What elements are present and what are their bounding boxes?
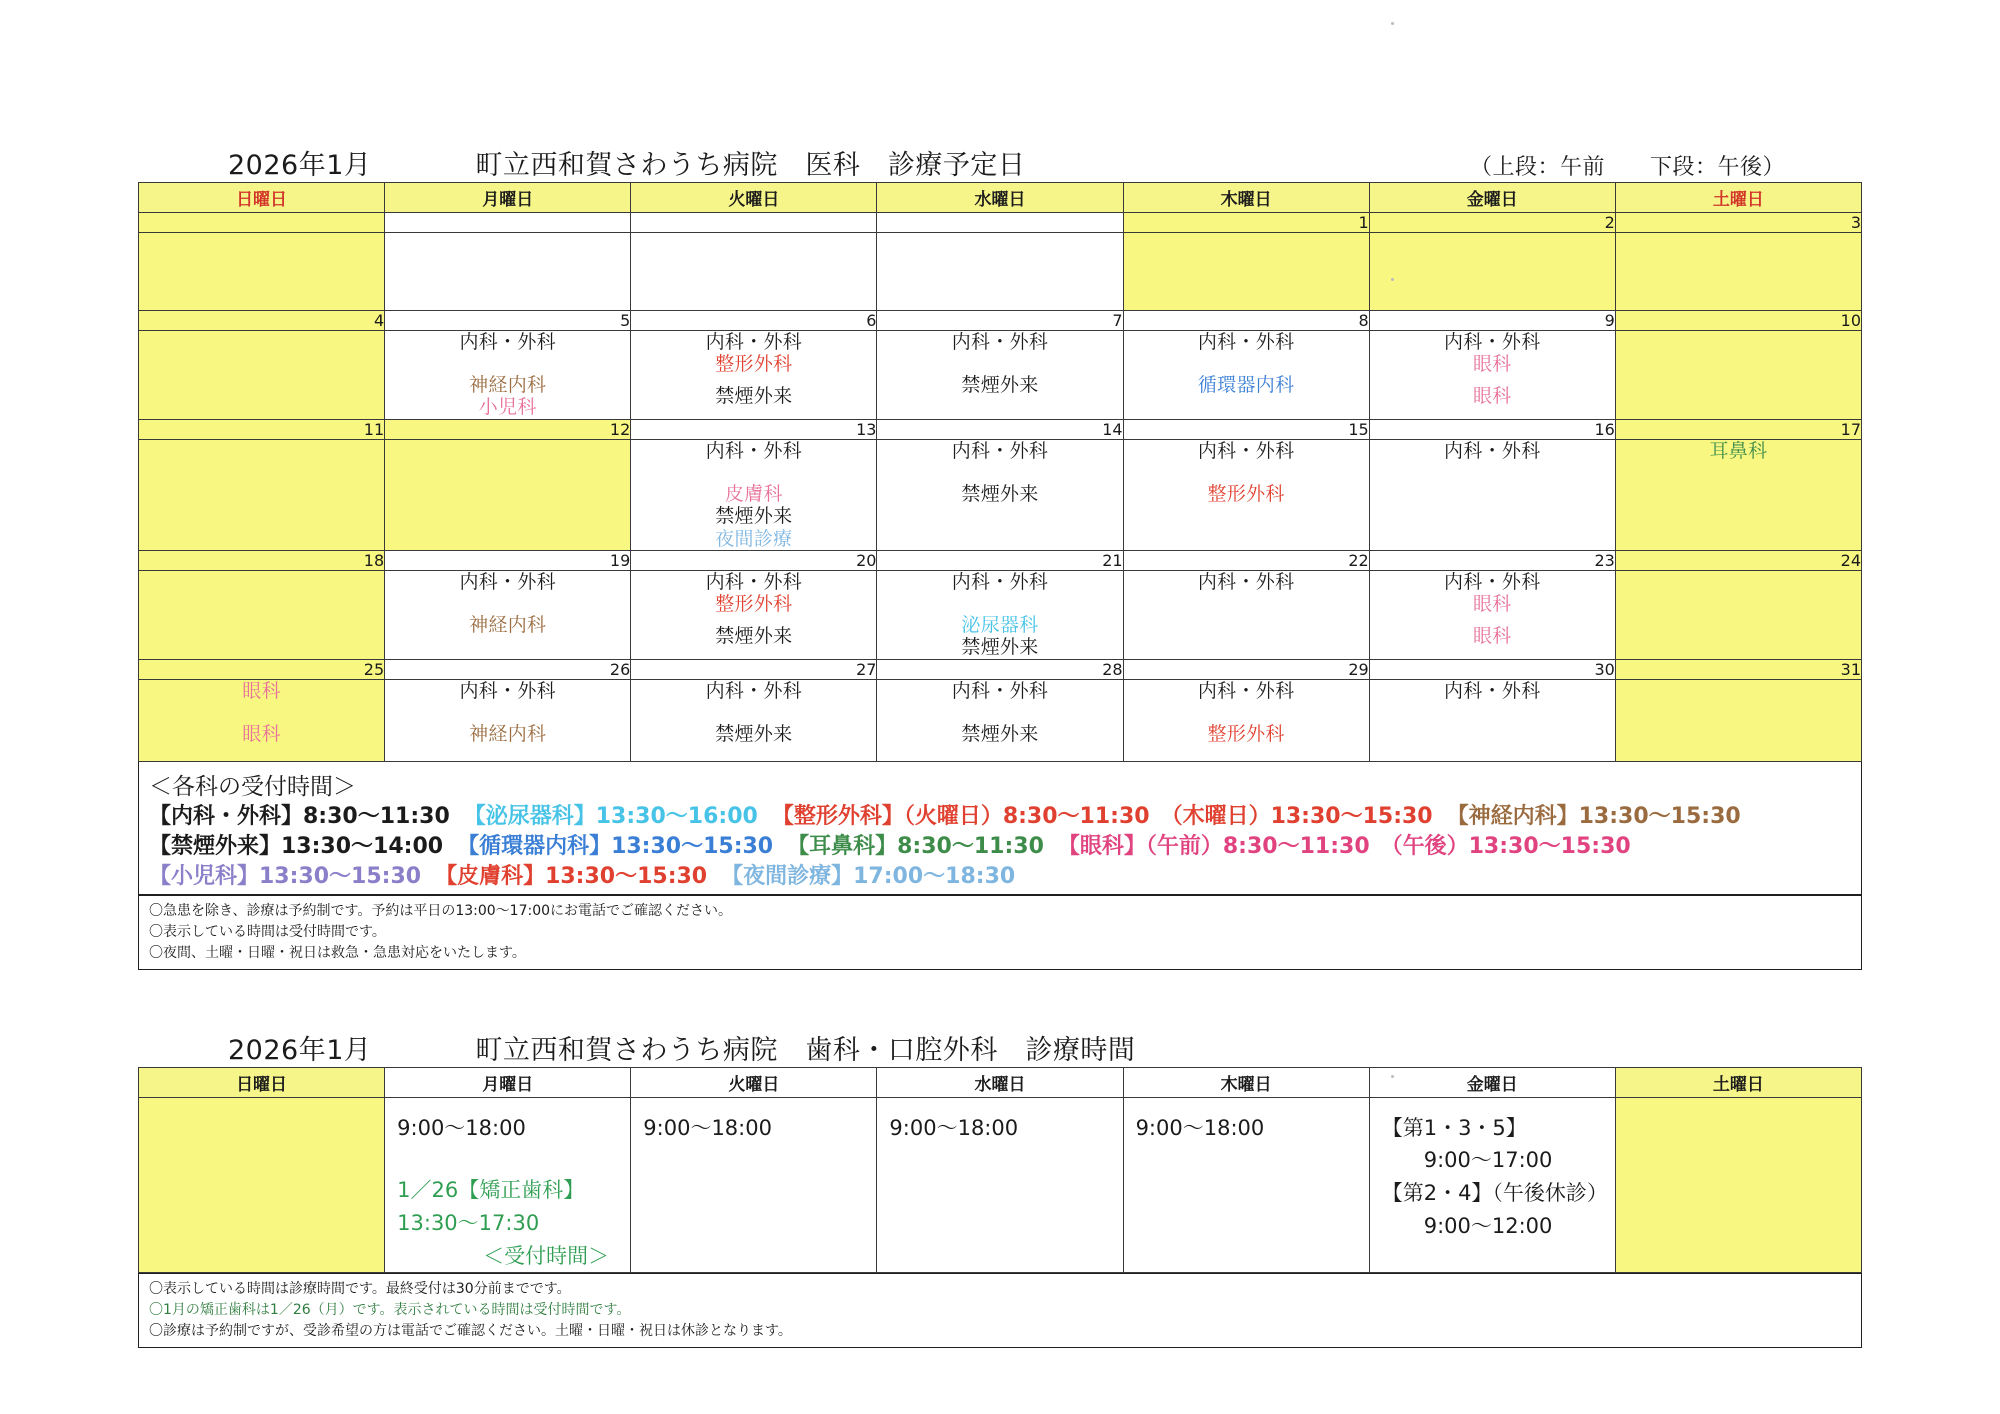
morning-departments (631, 233, 876, 267)
dental-day-cell[interactable] (385, 1097, 631, 1272)
dental-hours-line: ＜受付時間＞ (483, 1243, 610, 1268)
dental-day-cell[interactable] (1369, 1097, 1615, 1272)
department-label: 内科・外科 (1444, 331, 1541, 353)
day-number: 4 (139, 311, 385, 331)
day-number: 5 (385, 311, 631, 331)
department-label: 耳鼻科 (1709, 439, 1768, 462)
weekday-header-0: 日曜日 (139, 183, 385, 213)
morning-departments (385, 680, 630, 714)
afternoon-departments (631, 625, 876, 647)
morning-departments (385, 440, 630, 474)
department-label: 内科・外科 (951, 679, 1049, 702)
department-label: 内科・外科 (705, 439, 803, 462)
calendar-day-cell[interactable] (877, 571, 1123, 660)
dental-hours-line: 9:00～18:00 (1135, 1115, 1265, 1140)
morning-departments (139, 440, 384, 474)
calendar-day-cell[interactable] (1369, 439, 1615, 550)
afternoon-departments (139, 723, 384, 745)
day-number: 24 (1615, 551, 1861, 571)
dental-weekday-header-4: 木曜日 (1123, 1067, 1369, 1097)
dental-notes-block (138, 1273, 1862, 1348)
morning-departments (1124, 331, 1369, 365)
department-label: 小児科 (478, 396, 537, 419)
department-label: 内科・外科 (459, 571, 556, 594)
dental-day-cell[interactable] (631, 1097, 877, 1272)
morning-departments (1370, 571, 1615, 616)
department-label: 神経内科 (469, 722, 547, 745)
medical-note-line: 〇表示している時間は受付時間です。 (149, 923, 386, 940)
morning-departments (385, 233, 630, 267)
dental-weekday-header-1: 月曜日 (385, 1067, 631, 1097)
dental-hours-line: 【第1・3・5】 (1381, 1115, 1527, 1140)
calendar-day-cell[interactable] (1615, 439, 1861, 550)
department-label: 眼科 (1472, 384, 1512, 407)
calendar-day-cell[interactable] (1369, 331, 1615, 420)
afternoon-departments (877, 483, 1122, 505)
day-number: 17 (1615, 419, 1861, 439)
department-label: 内科・外科 (1197, 331, 1295, 353)
weekday-header-4: 木曜日 (1123, 183, 1369, 213)
morning-departments (631, 440, 876, 474)
department-label: 内科・外科 (705, 679, 803, 702)
department-label: 整形外科 (1207, 482, 1285, 505)
morning-departments (139, 331, 384, 365)
department-label: 神経内科 (469, 614, 547, 637)
day-number: 6 (631, 311, 877, 331)
dental-year-month: 2026年1月 (228, 1034, 372, 1066)
department-label: 眼科 (242, 679, 281, 702)
calendar-day-cell[interactable] (1369, 571, 1615, 660)
day-number-row (139, 419, 1862, 439)
department-label: 禁煙外来 (715, 384, 793, 407)
department-label: 内科・外科 (1444, 679, 1541, 702)
dental-hours-line: 9:00～17:00 (1423, 1148, 1553, 1173)
day-number-row (139, 659, 1862, 679)
afternoon-departments (385, 723, 630, 745)
morning-departments (1616, 233, 1861, 267)
day-number: 15 (1123, 419, 1369, 439)
afternoon-departments (1370, 385, 1615, 407)
department-label: 内科・外科 (1197, 439, 1295, 462)
calendar-day-cell[interactable] (385, 331, 631, 420)
morning-departments (877, 233, 1122, 267)
afternoon-departments (877, 723, 1122, 745)
calendar-day-cell[interactable] (385, 439, 631, 550)
dental-hours-line: 9:00～18:00 (397, 1115, 526, 1140)
day-number (877, 213, 1123, 233)
department-label: 禁煙外来 (715, 624, 793, 647)
calendar-day-cell[interactable] (1369, 233, 1615, 311)
day-number: 22 (1123, 551, 1369, 571)
morning-departments (877, 440, 1122, 474)
medical-page-title: 町立西和賀さわうち病院 医科 診療予定日 (475, 150, 1026, 181)
dental-hours-line (397, 1144, 630, 1174)
week-content-row (139, 439, 1862, 550)
dental-weekday-header-5: 金曜日 (1369, 1067, 1615, 1097)
morning-departments (1616, 440, 1861, 474)
department-label: 循環器内科 (1197, 374, 1295, 396)
reception-times-block (138, 762, 1862, 895)
calendar-day-cell[interactable] (1615, 331, 1861, 420)
morning-departments (1370, 233, 1615, 267)
day-number (385, 213, 631, 233)
dental-weekday-header-2: 火曜日 (631, 1067, 877, 1097)
dental-day-cell[interactable] (139, 1097, 385, 1272)
department-label: 内科・外科 (705, 571, 803, 594)
morning-departments (139, 233, 384, 267)
day-number: 10 (1615, 311, 1861, 331)
day-number: 31 (1615, 659, 1861, 679)
calendar-day-cell[interactable] (139, 439, 385, 550)
day-number: 12 (385, 419, 631, 439)
morning-departments (1616, 680, 1861, 714)
medical-title-row (0, 0, 2000, 182)
calendar-day-cell[interactable] (1615, 571, 1861, 660)
department-label: 内科・外科 (1197, 679, 1295, 702)
dental-weekday-header-0: 日曜日 (139, 1067, 385, 1097)
department-label: 神経内科 (469, 374, 547, 396)
calendar-day-cell[interactable] (631, 233, 877, 311)
scan-artifact-dot (1391, 278, 1394, 281)
reception-time-line (149, 832, 1861, 861)
calendar-day-cell[interactable] (877, 439, 1123, 550)
calendar-day-cell[interactable] (631, 571, 877, 660)
reception-time-entry: 【禁煙外来】13:30～14:00 (149, 833, 444, 859)
reception-time-line (149, 802, 1861, 831)
morning-departments (1370, 680, 1615, 714)
calendar-day-cell[interactable] (385, 571, 631, 660)
day-number: 29 (1123, 659, 1369, 679)
reception-time-entry: 【神経内科】13:30～15:30 (1446, 803, 1741, 829)
weekday-header-5: 金曜日 (1369, 183, 1615, 213)
afternoon-departments (877, 374, 1122, 396)
dental-hours-row (139, 1097, 1862, 1272)
reception-time-entry: 【眼科】（午前）8:30～11:30 （午後）13:30～15:30 (1057, 833, 1631, 859)
morning-departments (1124, 440, 1369, 474)
weekday-header-1: 月曜日 (385, 183, 631, 213)
weekday-header-6: 土曜日 (1615, 183, 1861, 213)
reception-time-entry: 【皮膚科】13:30～15:30 (435, 863, 708, 889)
dental-note-line: 〇表示している時間は診療時間です。最終受付は30分前までです。 (149, 1281, 571, 1298)
morning-departments (1124, 233, 1369, 267)
department-label: 禁煙外来 (961, 722, 1039, 745)
morning-departments (631, 331, 876, 376)
dental-note-line: 〇1月の矯正歯科は1／26（月）です。表示されている時間は受付時間です。 (149, 1302, 631, 1319)
calendar-day-cell[interactable] (1123, 233, 1369, 311)
dental-weekday-header-3: 水曜日 (877, 1067, 1123, 1097)
dental-schedule-table (138, 1067, 1862, 1273)
day-number: 14 (877, 419, 1123, 439)
morning-departments (139, 571, 384, 605)
department-label: 夜間診療 (715, 527, 793, 550)
scan-artifact-dot (1391, 1075, 1394, 1078)
calendar-day-cell[interactable] (1615, 233, 1861, 311)
calendar-day-cell[interactable] (385, 233, 631, 311)
day-number: 25 (139, 659, 385, 679)
week-content-row (139, 571, 1862, 660)
department-label: 禁煙外来 (961, 636, 1039, 659)
day-number: 27 (631, 659, 877, 679)
day-number: 7 (877, 311, 1123, 331)
afternoon-departments (631, 385, 876, 407)
calendar-day-cell[interactable] (139, 571, 385, 660)
calendar-day-cell[interactable] (139, 233, 385, 311)
department-label: 内科・外科 (459, 679, 556, 702)
day-number: 19 (385, 551, 631, 571)
department-label: 眼科 (1472, 624, 1512, 647)
day-number: 9 (1369, 311, 1615, 331)
calendar-day-cell[interactable] (139, 331, 385, 420)
calendar-day-cell[interactable] (877, 233, 1123, 311)
dental-note-line: 〇診療は予約制ですが、受診希望の方は電話でご確認ください。土曜・日曜・祝日は休診となります。 (149, 1323, 792, 1340)
department-label: 内科・外科 (951, 331, 1049, 353)
afternoon-departments (385, 374, 630, 419)
day-number: 11 (139, 419, 385, 439)
morning-departments (631, 571, 876, 616)
reception-time-entry: 【整形外科】（火曜日）8:30～11:30 （木曜日）13:30～15:30 (771, 803, 1433, 829)
day-number: 16 (1369, 419, 1615, 439)
department-label: 内科・外科 (1444, 571, 1541, 594)
dental-hours-line: 9:00～18:00 (643, 1115, 772, 1140)
dental-day-cell[interactable] (877, 1097, 1123, 1272)
reception-time-entry: 【泌尿器科】13:30～16:00 (463, 803, 758, 829)
department-label: 眼科 (1472, 593, 1512, 616)
reception-time-line (149, 862, 1861, 891)
day-number (631, 213, 877, 233)
morning-departments (1124, 680, 1369, 714)
medical-note-line: 〇急患を除き、診療は予約制です。予約は平日の13:00～17:00にお電話でご確認ください。 (149, 902, 733, 919)
day-number: 23 (1369, 551, 1615, 571)
morning-departments (1616, 571, 1861, 605)
weekday-header-3: 水曜日 (877, 183, 1123, 213)
day-number: 8 (1123, 311, 1369, 331)
dental-title-row (0, 970, 2000, 1067)
day-number: 2 (1369, 213, 1615, 233)
afternoon-departments (1124, 723, 1369, 745)
department-label: 内科・外科 (951, 439, 1049, 462)
calendar-day-cell[interactable] (1615, 679, 1861, 761)
week-content-row (139, 679, 1862, 761)
calendar-day-cell[interactable] (1369, 679, 1615, 761)
afternoon-departments (631, 723, 876, 745)
calendar-day-cell[interactable] (139, 679, 385, 761)
morning-departments (1370, 331, 1615, 376)
calendar-day-cell[interactable] (631, 679, 877, 761)
department-label: 整形外科 (715, 593, 793, 616)
medical-note-line: 〇夜間、土曜・日曜・祝日は救急・急患対応をいたします。 (149, 944, 526, 961)
medical-calendar-table (138, 182, 1862, 762)
morning-departments (385, 571, 630, 605)
calendar-day-cell[interactable] (1123, 571, 1369, 660)
day-number: 18 (139, 551, 385, 571)
calendar-day-cell[interactable] (877, 679, 1123, 761)
day-number: 13 (631, 419, 877, 439)
afternoon-departments (385, 614, 630, 636)
afternoon-departments (1124, 483, 1369, 505)
weekday-header-2: 火曜日 (631, 183, 877, 213)
scan-artifact-dot (1391, 22, 1394, 25)
dental-weekday-header-6: 土曜日 (1615, 1067, 1861, 1097)
week-content-row (139, 233, 1862, 311)
dental-day-cell[interactable] (1123, 1097, 1369, 1272)
day-number-row (139, 551, 1862, 571)
reception-heading: ＜各科の受付時間＞ (149, 773, 356, 800)
afternoon-departments (631, 483, 876, 550)
day-number: 28 (877, 659, 1123, 679)
day-number: 21 (877, 551, 1123, 571)
department-label: 皮膚科 (724, 482, 783, 505)
day-number: 26 (385, 659, 631, 679)
day-number-row (139, 311, 1862, 331)
dental-hours-line: 【第2・4】（午後休診） (1381, 1181, 1608, 1206)
reception-time-entry: 【小児科】13:30～15:30 (149, 863, 422, 889)
department-label: 内科・外科 (951, 571, 1049, 594)
dental-hours-line: 13:30～17:30 (397, 1211, 540, 1236)
department-label: 内科・外科 (705, 331, 803, 353)
weekday-header-row (139, 183, 1862, 213)
medical-year-month: 2026年1月 (228, 150, 372, 181)
calendar-day-cell[interactable] (631, 331, 877, 420)
dental-weekday-header-row (139, 1067, 1862, 1097)
department-label: 眼科 (1472, 353, 1512, 376)
morning-departments (877, 331, 1122, 365)
department-label: 整形外科 (1207, 722, 1285, 745)
calendar-day-cell[interactable] (877, 331, 1123, 420)
reception-time-entry: 【耳鼻科】8:30～11:30 (787, 833, 1044, 859)
medical-legend-note: （上段：午前 下段：午後） (1469, 155, 1785, 180)
afternoon-departments (877, 614, 1122, 659)
morning-departments (385, 331, 630, 365)
morning-departments (877, 680, 1122, 714)
department-label: 禁煙外来 (715, 505, 793, 528)
day-number (139, 213, 385, 233)
reception-time-entry: 【循環器内科】13:30～15:30 (457, 833, 774, 859)
day-number: 20 (631, 551, 877, 571)
calendar-day-cell[interactable] (631, 439, 877, 550)
department-label: 禁煙外来 (961, 482, 1039, 505)
morning-departments (1370, 440, 1615, 474)
calendar-day-cell[interactable] (385, 679, 631, 761)
dental-hours-line: 9:00～12:00 (1423, 1213, 1553, 1238)
calendar-day-cell[interactable] (1123, 439, 1369, 550)
day-number: 3 (1615, 213, 1861, 233)
dental-day-cell[interactable] (1615, 1097, 1861, 1272)
reception-time-entry: 【夜間診療】17:00～18:30 (721, 863, 1016, 889)
dental-page-title: 町立西和賀さわうち病院 歯科・口腔外科 診療時間 (475, 1034, 1136, 1066)
day-number-row (139, 213, 1862, 233)
afternoon-departments (1124, 374, 1369, 396)
morning-departments (1616, 331, 1861, 365)
week-content-row (139, 331, 1862, 420)
afternoon-departments (1370, 625, 1615, 647)
morning-departments (139, 680, 384, 714)
department-label: 内科・外科 (459, 331, 556, 353)
medical-notes-block (138, 895, 1862, 970)
department-label: 内科・外科 (1444, 439, 1541, 462)
department-label: 泌尿器科 (961, 614, 1039, 637)
department-label: 整形外科 (715, 353, 793, 376)
department-label: 禁煙外来 (715, 722, 793, 745)
calendar-day-cell[interactable] (1123, 331, 1369, 420)
day-number: 1 (1123, 213, 1369, 233)
morning-departments (877, 571, 1122, 605)
day-number: 30 (1369, 659, 1615, 679)
department-label: 眼科 (242, 722, 281, 745)
dental-hours-line: 1／26【矯正歯科】 (397, 1178, 585, 1203)
calendar-day-cell[interactable] (1123, 679, 1369, 761)
department-label: 禁煙外来 (961, 374, 1039, 396)
reception-time-entry: 【内科・外科】8:30～11:30 (149, 803, 450, 829)
morning-departments (1124, 571, 1369, 605)
dental-hours-line: 9:00～18:00 (889, 1115, 1019, 1140)
department-label: 内科・外科 (1197, 571, 1295, 594)
morning-departments (631, 680, 876, 714)
